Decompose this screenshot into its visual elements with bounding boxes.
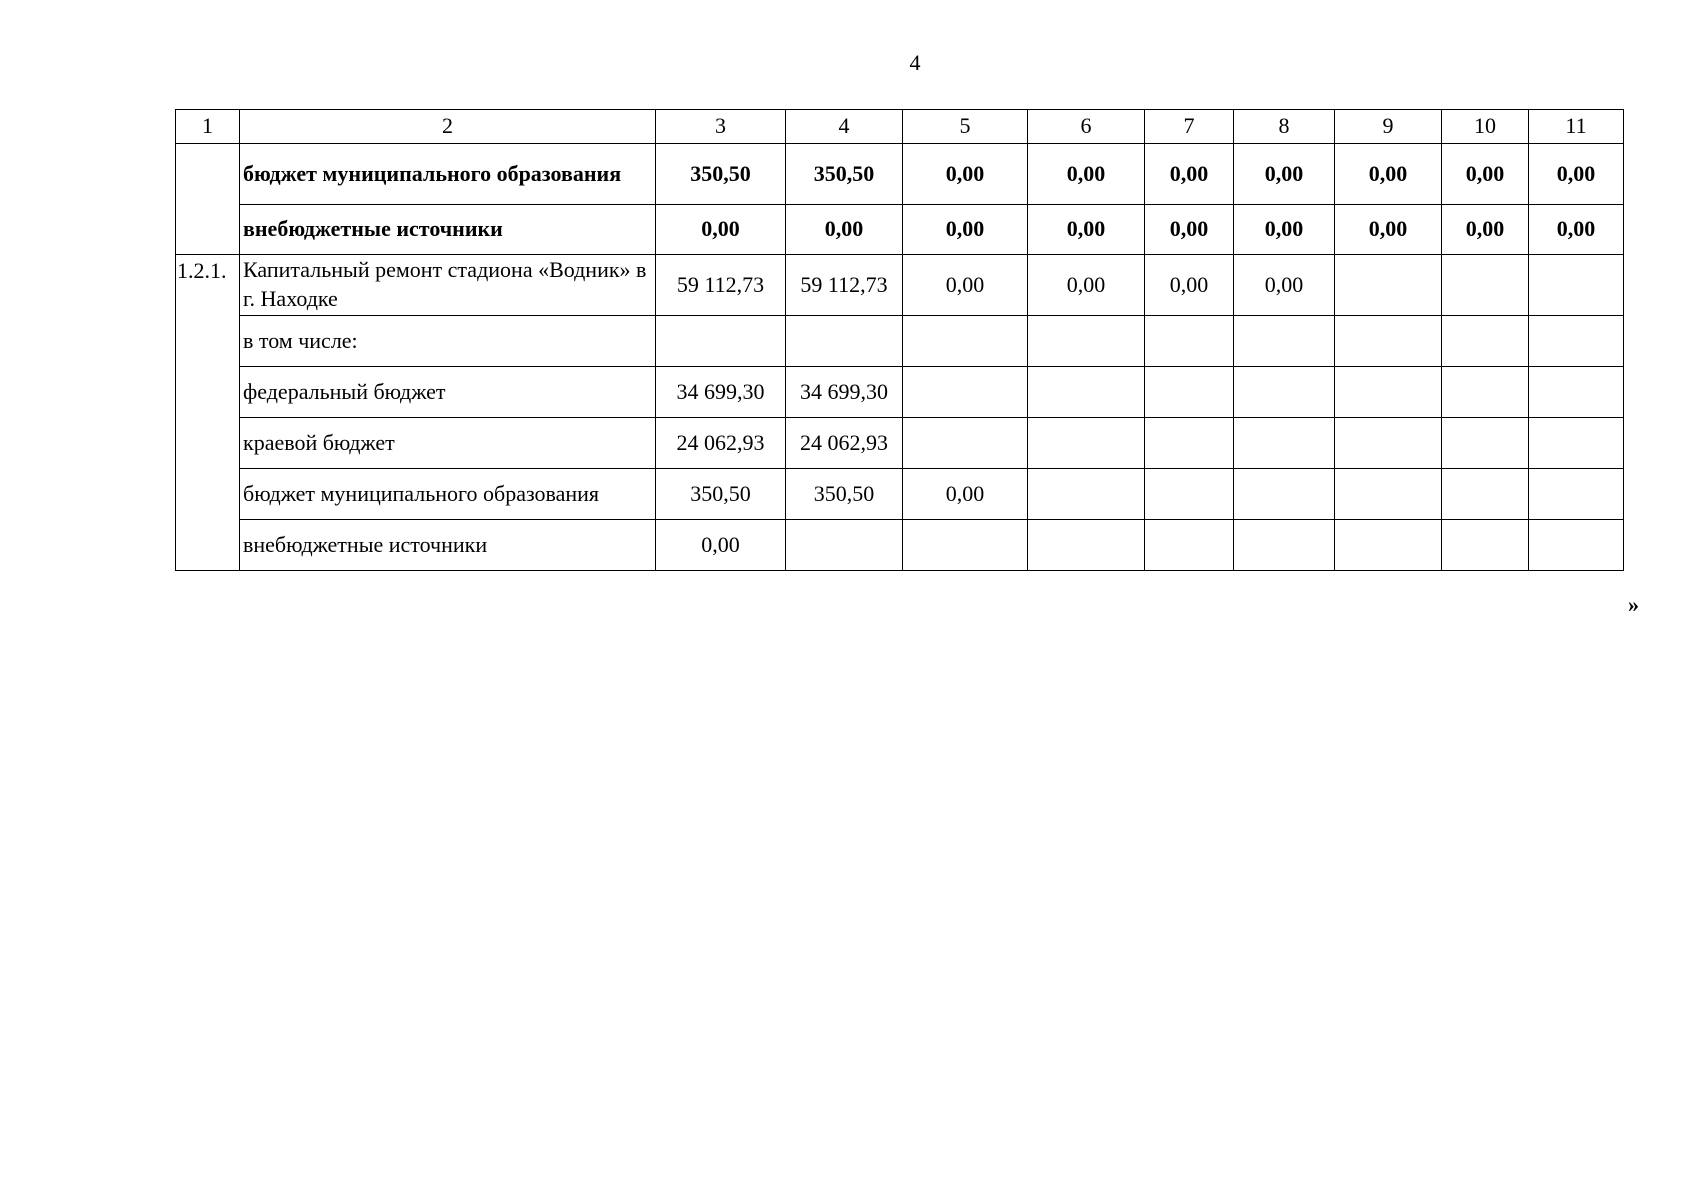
value-cell (786, 316, 903, 367)
value-cell: 0,00 (656, 205, 786, 255)
value-cell (1234, 469, 1335, 520)
value-cell (1529, 469, 1624, 520)
value-cell (1442, 255, 1529, 316)
value-cell (1028, 367, 1145, 418)
value-cell: 0,00 (1335, 205, 1442, 255)
value-cell (1442, 367, 1529, 418)
value-cell (1442, 316, 1529, 367)
value-cell: 0,00 (903, 469, 1028, 520)
value-cell: 350,50 (786, 469, 903, 520)
value-cell (903, 316, 1028, 367)
value-cell (1442, 418, 1529, 469)
value-cell (903, 367, 1028, 418)
value-cell: 0,00 (1028, 205, 1145, 255)
value-cell: 0,00 (1028, 144, 1145, 205)
value-cell: 0,00 (1529, 144, 1624, 205)
page-number: 4 (909, 50, 921, 75)
row-label: бюджет муниципального образования (240, 144, 656, 205)
table-row (176, 367, 1624, 418)
value-cell (1529, 316, 1624, 367)
value-cell (1529, 255, 1624, 316)
value-cell: 24 062,93 (786, 418, 903, 469)
value-cell: 0,00 (786, 205, 903, 255)
value-cell: 0,00 (656, 520, 786, 571)
value-cell: 0,00 (1028, 255, 1145, 316)
value-cell: 350,50 (786, 144, 903, 205)
row-label: краевой бюджет (240, 418, 656, 469)
value-cell (1529, 367, 1624, 418)
header-cell: 4 (786, 110, 903, 144)
value-cell: 59 112,73 (656, 255, 786, 316)
value-cell (1234, 418, 1335, 469)
value-cell (1234, 367, 1335, 418)
row-label: бюджет муниципального образования (240, 469, 656, 520)
value-cell (1028, 418, 1145, 469)
value-cell: 0,00 (903, 144, 1028, 205)
value-cell (1145, 520, 1234, 571)
value-cell (1442, 520, 1529, 571)
value-cell (1234, 520, 1335, 571)
section-index: 1.2.1. (176, 255, 240, 571)
value-cell: 0,00 (1442, 205, 1529, 255)
header-cell: 7 (1145, 110, 1234, 144)
table-row (176, 205, 1624, 255)
value-cell (1335, 255, 1442, 316)
value-cell (1145, 367, 1234, 418)
value-cell (1335, 316, 1442, 367)
value-cell (1234, 316, 1335, 367)
header-cell: 3 (656, 110, 786, 144)
value-cell: 0,00 (1335, 144, 1442, 205)
value-cell: 0,00 (1529, 205, 1624, 255)
value-cell: 59 112,73 (786, 255, 903, 316)
table-row (176, 418, 1624, 469)
table-row (176, 316, 1624, 367)
value-cell: 0,00 (903, 255, 1028, 316)
value-cell: 0,00 (903, 205, 1028, 255)
value-cell (1335, 367, 1442, 418)
table-row (176, 469, 1624, 520)
value-cell (1145, 469, 1234, 520)
value-cell (1529, 418, 1624, 469)
row-label: внебюджетные источники (240, 520, 656, 571)
value-cell (1028, 520, 1145, 571)
value-cell (1028, 469, 1145, 520)
value-cell (903, 418, 1028, 469)
index-cell-empty (176, 144, 240, 255)
closing-quote-mark: » (1628, 592, 1639, 617)
value-cell: 0,00 (1234, 144, 1335, 205)
header-cell: 1 (176, 110, 240, 144)
value-cell: 0,00 (1145, 205, 1234, 255)
value-cell: 0,00 (1234, 205, 1335, 255)
header-cell: 9 (1335, 110, 1442, 144)
table-row (176, 255, 1624, 316)
value-cell (1442, 469, 1529, 520)
value-cell (1145, 418, 1234, 469)
value-cell (1529, 520, 1624, 571)
value-cell: 34 699,30 (656, 367, 786, 418)
budget-table (175, 109, 1624, 571)
value-cell (1145, 316, 1234, 367)
header-cell: 10 (1442, 110, 1529, 144)
header-cell: 2 (240, 110, 656, 144)
value-cell: 0,00 (1145, 255, 1234, 316)
row-label: федеральный бюджет (240, 367, 656, 418)
header-cell: 6 (1028, 110, 1145, 144)
row-label: внебюджетные источники (240, 205, 656, 255)
value-cell: 0,00 (1145, 144, 1234, 205)
table-row (176, 520, 1624, 571)
value-cell (903, 520, 1028, 571)
value-cell (1335, 520, 1442, 571)
value-cell (656, 316, 786, 367)
value-cell: 24 062,93 (656, 418, 786, 469)
row-label: в том числе: (240, 316, 656, 367)
value-cell: 350,50 (656, 144, 786, 205)
value-cell (1335, 418, 1442, 469)
value-cell: 34 699,30 (786, 367, 903, 418)
value-cell: 0,00 (1234, 255, 1335, 316)
header-cell: 11 (1529, 110, 1624, 144)
value-cell: 350,50 (656, 469, 786, 520)
table-header-row (176, 110, 1624, 144)
value-cell (1028, 316, 1145, 367)
table-row (176, 144, 1624, 205)
value-cell (786, 520, 903, 571)
value-cell (1335, 469, 1442, 520)
value-cell: 0,00 (1442, 144, 1529, 205)
row-label: Капитальный ремонт стадиона «Водник» в г. Находке (240, 255, 656, 316)
header-cell: 5 (903, 110, 1028, 144)
header-cell: 8 (1234, 110, 1335, 144)
